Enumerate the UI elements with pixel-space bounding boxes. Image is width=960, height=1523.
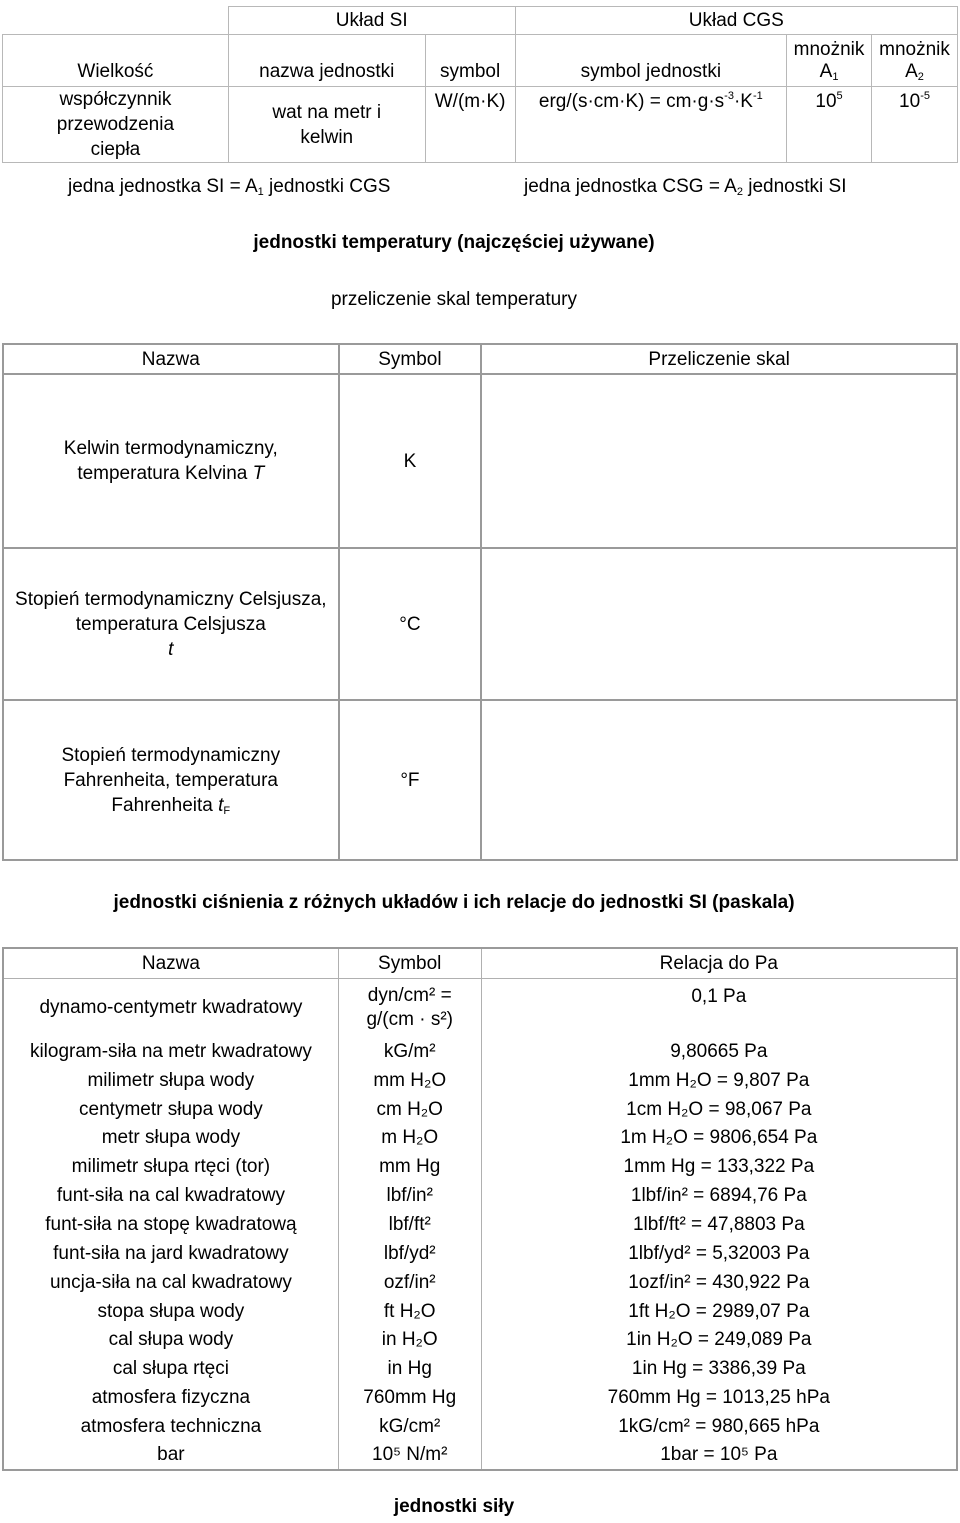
multiplier-a1-header xyxy=(787,35,872,87)
pressure-name: atmosfera techniczna xyxy=(3,1412,338,1441)
temperature-symbol: °F xyxy=(339,700,482,860)
pressure-row xyxy=(3,1297,957,1326)
cgs-group-header: Układ CGS xyxy=(515,7,957,35)
multiplier-a1-label: mnożnik xyxy=(793,38,865,60)
pressure-symbol: lbf/yd² xyxy=(338,1239,481,1268)
pressure-relation: 1mm H₂O = 9,807 Pa xyxy=(481,1066,957,1095)
kelvin-variable: T xyxy=(252,463,265,484)
pressure-relation: 0,1 Pa xyxy=(481,978,957,1037)
relation-header: Relacja do Pa xyxy=(481,948,957,978)
pressure-row xyxy=(3,1268,957,1297)
pressure-relation: 9,80665 Pa xyxy=(481,1037,957,1066)
pressure-symbol: mm Hg xyxy=(338,1152,481,1181)
si-group-header: Układ SI xyxy=(228,7,515,35)
pressure-relation: 1kG/cm² = 980,665 hPa xyxy=(481,1412,957,1441)
pressure-name: milimetr słupa wody xyxy=(3,1066,338,1095)
pressure-relation: 1in Hg = 3386,39 Pa xyxy=(481,1354,957,1383)
pressure-relation: 1mm Hg = 133,322 Pa xyxy=(481,1152,957,1181)
blank-cell xyxy=(3,7,229,35)
fahrenheit-name: Stopień termodynamiczny Fahrenheita, temperatura Fahrenheita xyxy=(61,744,281,816)
temperature-symbol: K xyxy=(339,374,482,548)
kelvin-name: Kelwin termodynamiczny, temperatura Kelvina xyxy=(63,438,278,484)
pressure-relation: 1in H₂O = 249,089 Pa xyxy=(481,1325,957,1354)
temperature-name xyxy=(3,700,339,860)
celsius-variable: t xyxy=(168,638,174,660)
quantity-header: Wielkość xyxy=(3,35,229,87)
pressure-relation: 1lbf/in² = 6894,76 Pa xyxy=(481,1181,957,1210)
a1-value-exp: 5 xyxy=(836,90,843,102)
pressure-row xyxy=(3,1210,957,1239)
force-heading: jednostki siły xyxy=(393,1496,515,1517)
temperature-heading: jednostki temperatury (najczęściej używane) xyxy=(253,232,655,253)
pressure-row xyxy=(3,1239,957,1268)
temperature-symbol: °C xyxy=(339,548,482,700)
temperature-name xyxy=(3,548,339,700)
pressure-symbol: mm H₂O xyxy=(338,1066,481,1095)
cgs-symbol-text: erg/(s·cm·K) = cm·g·s xyxy=(538,91,725,112)
conversion-cell xyxy=(481,374,957,548)
pressure-name: funt-siła na jard kwadratowy xyxy=(3,1239,338,1268)
pressure-table-body xyxy=(3,978,957,1470)
pressure-row xyxy=(3,978,957,1037)
pressure-symbol: cm H₂O xyxy=(338,1095,481,1124)
a1-base: A xyxy=(819,60,833,82)
pressure-symbol: kG/cm² xyxy=(338,1412,481,1441)
pressure-symbol: lbf/in² xyxy=(338,1181,481,1210)
pressure-relation: 1m H₂O = 9806,654 Pa xyxy=(481,1124,957,1153)
pressure-row xyxy=(3,1152,957,1181)
name-header: Nazwa xyxy=(3,344,339,374)
relation-left-text2: jednostki CGS xyxy=(263,176,391,197)
a1-value-cell xyxy=(787,87,872,163)
si-cgs-table xyxy=(2,6,958,163)
pressure-name: uncja-siła na cal kwadratowy xyxy=(3,1268,338,1297)
pressure-row xyxy=(3,1037,957,1066)
celsius-name: Stopień termodynamiczny Celsjusza, temperatura Celsjusza xyxy=(15,588,327,635)
a2-subscript: 2 xyxy=(917,70,924,83)
pressure-row xyxy=(3,1066,957,1095)
symbol-header: symbol xyxy=(425,35,515,87)
pressure-name: metr słupa wody xyxy=(3,1124,338,1153)
pressure-symbol: kG/m² xyxy=(338,1037,481,1066)
name-header: Nazwa xyxy=(3,948,338,978)
symbol-cell: W/(m·K) xyxy=(425,87,515,163)
a2-value-exp: -5 xyxy=(920,90,930,102)
pressure-name: kilogram-siła na metr kwadratowy xyxy=(3,1037,338,1066)
conversion-cell xyxy=(481,700,957,860)
pressure-relation: 1cm H₂O = 98,067 Pa xyxy=(481,1095,957,1124)
a2-base: A xyxy=(905,60,918,82)
pressure-relation: 1lbf/ft² = 47,8803 Pa xyxy=(481,1210,957,1239)
temperature-name xyxy=(3,374,339,548)
fahrenheit-variable-sub: F xyxy=(223,804,231,817)
pressure-symbol: 10⁵ N/m² xyxy=(338,1441,481,1470)
pressure-name: dynamo-centymetr kwadratowy xyxy=(3,978,338,1037)
a1-value-base: 10 xyxy=(815,91,837,112)
pressure-heading: jednostki ciśnienia z różnych układów i ich relacje do jednostki SI (paskala) xyxy=(113,892,795,913)
pressure-name: bar xyxy=(3,1441,338,1470)
pressure-name: cal słupa wody xyxy=(3,1325,338,1354)
pressure-row xyxy=(3,1181,957,1210)
temperature-row-fahrenheit xyxy=(3,700,957,860)
pressure-name: funt-siła na cal kwadratowy xyxy=(3,1181,338,1210)
pressure-name: centymetr słupa wody xyxy=(3,1095,338,1124)
unit-name-cell: wat na metr i kelwin xyxy=(228,87,425,163)
pressure-symbol: dyn/cm² = g/(cm · s²) xyxy=(338,978,481,1037)
a1-subscript: 1 xyxy=(832,70,839,83)
pressure-row xyxy=(3,1095,957,1124)
a2-value-cell xyxy=(872,87,958,163)
multiplier-a2-label: mnożnik xyxy=(879,38,950,60)
relation-right-text: jedna jednostka CSG = A xyxy=(524,176,737,197)
cgs-symbol-exp2: -1 xyxy=(752,90,763,102)
cgs-symbol-cell xyxy=(515,87,786,163)
pressure-symbol: in Hg xyxy=(338,1354,481,1383)
pressure-table xyxy=(2,947,958,1471)
pressure-relation: 1ft H₂O = 2989,07 Pa xyxy=(481,1297,957,1326)
cgs-symbol-text2: ·K xyxy=(733,91,753,112)
relation-left-text: jedna jednostka SI = A xyxy=(68,176,258,197)
pressure-row xyxy=(3,1412,957,1441)
pressure-name: stopa słupa wody xyxy=(3,1297,338,1326)
pressure-relation: 1bar = 10⁵ Pa xyxy=(481,1441,957,1470)
pressure-name: funt-siła na stopę kwadratową xyxy=(3,1210,338,1239)
pressure-symbol: 760mm Hg xyxy=(338,1383,481,1412)
pressure-symbol: in H₂O xyxy=(338,1325,481,1354)
pressure-symbol: ft H₂O xyxy=(338,1297,481,1326)
pressure-symbol: m H₂O xyxy=(338,1124,481,1153)
temperature-row-kelvin xyxy=(3,374,957,548)
pressure-relation: 1lbf/yd² = 5,32003 Pa xyxy=(481,1239,957,1268)
pressure-row xyxy=(3,1441,957,1470)
si-to-cgs-relation xyxy=(68,176,390,198)
symbol-header: Symbol xyxy=(339,344,482,374)
relation-left-sub: 1 xyxy=(257,186,264,198)
temperature-table xyxy=(2,343,958,861)
unit-name-header: nazwa jednostki xyxy=(228,35,425,87)
pressure-name: milimetr słupa rtęci (tor) xyxy=(3,1152,338,1181)
temperature-subheading: przeliczenie skal temperatury xyxy=(330,289,578,310)
a2-value-base: 10 xyxy=(899,91,921,112)
symbol-header: Symbol xyxy=(338,948,481,978)
conversion-cell xyxy=(481,548,957,700)
pressure-relation: 760mm Hg = 1013,25 hPa xyxy=(481,1383,957,1412)
relation-right-text2: jednostki SI xyxy=(742,176,847,197)
temperature-row-celsius xyxy=(3,548,957,700)
fahrenheit-variable: t xyxy=(218,794,224,816)
pressure-symbol: ozf/in² xyxy=(338,1268,481,1297)
pressure-name: cal słupa rtęci xyxy=(3,1354,338,1383)
pressure-symbol: lbf/ft² xyxy=(338,1210,481,1239)
pressure-row xyxy=(3,1124,957,1153)
quantity-cell: współczynnik przewodzenia ciepła xyxy=(3,87,229,163)
cgs-to-si-relation xyxy=(524,176,846,198)
pressure-relation: 1ozf/in² = 430,922 Pa xyxy=(481,1268,957,1297)
pressure-row xyxy=(3,1383,957,1412)
conversion-header: Przeliczenie skal xyxy=(481,344,957,374)
multiplier-a2-header xyxy=(872,35,958,87)
pressure-row xyxy=(3,1325,957,1354)
cgs-symbol-exp1: -3 xyxy=(724,90,734,102)
unit-symbol-header: symbol jednostki xyxy=(515,35,786,87)
pressure-name: atmosfera fizyczna xyxy=(3,1383,338,1412)
pressure-row xyxy=(3,1354,957,1383)
relation-right-sub: 2 xyxy=(736,186,743,198)
